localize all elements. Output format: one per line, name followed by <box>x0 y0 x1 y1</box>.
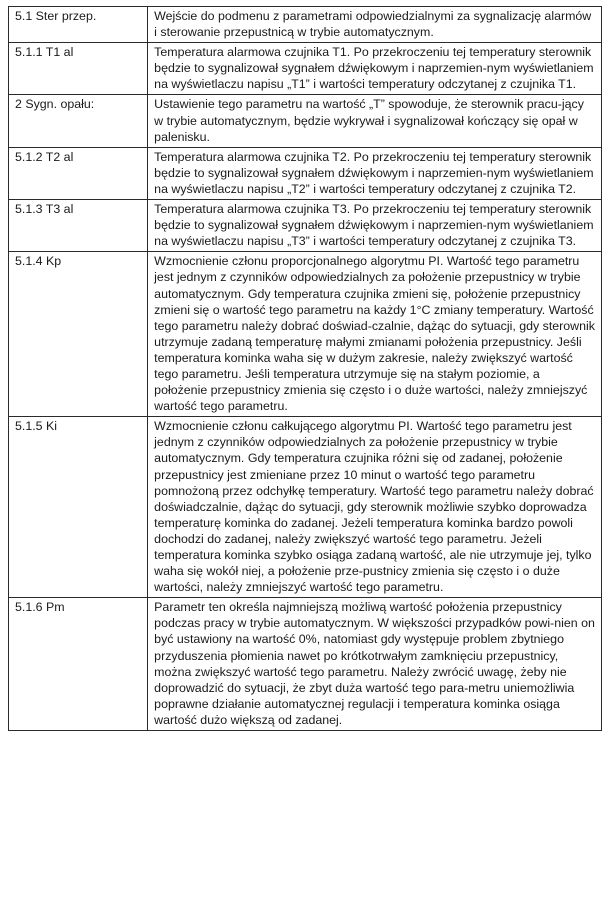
table-row <box>9 200 602 252</box>
parameter-name: 2 Sygn. opału: <box>9 95 148 147</box>
table-row <box>9 598 602 731</box>
table-row <box>9 147 602 199</box>
parameter-description: Temperatura alarmowa czujnika T1. Po przekroczeniu tej temperatury sterownik będzie to sygnalizował sygnałem dźwiękowym i naprzemien-nym wyświetlaniem na wyświetlaczu napisu „T1” i wartości temperatury odczytanej z czujnika T1. <box>148 43 602 95</box>
table-row <box>9 95 602 147</box>
parameter-name: 5.1 Ster przep. <box>9 7 148 43</box>
parameter-description: Wzmocnienie członu proporcjonalnego algorytmu PI. Wartość tego parametru jest jednym z czynników odpowiedzialnych za położenie przepustnicy w trybie automatycznym. Gdy temperatura czujnika zmieni się, położenie przepustnicy zmieni się o wartość tego parametru na każdy 1°C zmiany temperatury. Wartość tego parametru należy dobrać doświad-czalnie, dążąc do sytuacji, gdy sterownik utrzymuje zadaną temperaturę małymi zmianami położenia przepustnicy. Jeśli temperatura kominka waha się w dużym zakresie, należy zwiększyć wartość tego parametru. Jeśli temperatura utrzymuje się na stałym poziomie, a położenie przepustnicy zmienia się często i o duże wartości, należy zmniejszyć wartość tego parametru. <box>148 252 602 417</box>
parameter-description: Temperatura alarmowa czujnika T3. Po przekroczeniu tej temperatury sterownik będzie to sygnalizował sygnałem dźwiękowym i naprzemien-nym wyświetlaniem na wyświetlaczu napisu „T3” i wartości temperatury odczytanej z czujnika T3. <box>148 200 602 252</box>
parameter-table <box>8 6 602 731</box>
table-row <box>9 7 602 43</box>
parameter-name: 5.1.4 Kp <box>9 252 148 417</box>
parameter-name: 5.1.3 T3 al <box>9 200 148 252</box>
parameter-table-page <box>8 6 602 731</box>
table-row <box>9 43 602 95</box>
parameter-name: 5.1.1 T1 al <box>9 43 148 95</box>
parameter-name: 5.1.6 Pm <box>9 598 148 731</box>
parameter-name: 5.1.2 T2 al <box>9 147 148 199</box>
table-row <box>9 252 602 417</box>
parameter-description: Wzmocnienie członu całkującego algorytmu PI. Wartość tego parametru jest jednym z czynników odpowiedzialnych za położenie przepustnicy w trybie automatycznym. Gdy temperatura czujnika różni się od zadanej, położenie przepustnicy jest zmieniane przez 10 minut o wartość tego parametru pomnożoną przez odchyłkę temperatury. Wartość tego parametru należy dobrać doświadczalnie, dążąc do sytuacji, gdy sterownik możliwie szybko doprowadza temperaturę kominka do zadanej. Jeżeli temperatura kominka bardzo powoli dochodzi do zadanej, należy zwiększyć wartość tego parametru. Jeżeli temperatura kominka szybko osiąga zadaną wartość, ale nie utrzymuje jej, tylko waha się wokół niej, a położenie prze-pustnicy zmienia się często i o duże wartości, należy zmniejszyć wartość tego parametru. <box>148 417 602 598</box>
parameter-description: Ustawienie tego parametru na wartość „T” spowoduje, że sterownik pracu-jący w trybie automatycznym, będzie wykrywał i sygnalizował kończący się opał w palenisku. <box>148 95 602 147</box>
parameter-name: 5.1.5 Ki <box>9 417 148 598</box>
parameter-description: Wejście do podmenu z parametrami odpowiedzialnymi za sygnalizację alarmów i sterowanie przepustnicą w trybie automatycznym. <box>148 7 602 43</box>
parameter-description: Temperatura alarmowa czujnika T2. Po przekroczeniu tej temperatury sterownik będzie to sygnalizował sygnałem dźwiękowym i naprzemien-nym wyświetlaniem na wyświetlaczu napisu „T2” i wartości temperatury odczytanej z czujnika T2. <box>148 147 602 199</box>
parameter-description: Parametr ten określa najmniejszą możliwą wartość położenia przepustnicy podczas pracy w trybie automatycznym. W większości przypadków powi-nien on być ustawiony na wartość 0%, natomiast gdy występuje problem zbytniego przyduszenia płomienia nawet po krótkotrwałym zamknięciu przepustnicy, można zwiększyć wartość tego parametru. Należy zwrócić uwagę, żeby nie doprowadzić do sytuacji, że zbyt duża wartość tego para-metru uniemożliwia poprawne działanie automatycznej regulacji i temperatura kominka osiąga wartość dużo większą od zadanej. <box>148 598 602 731</box>
table-row <box>9 417 602 598</box>
